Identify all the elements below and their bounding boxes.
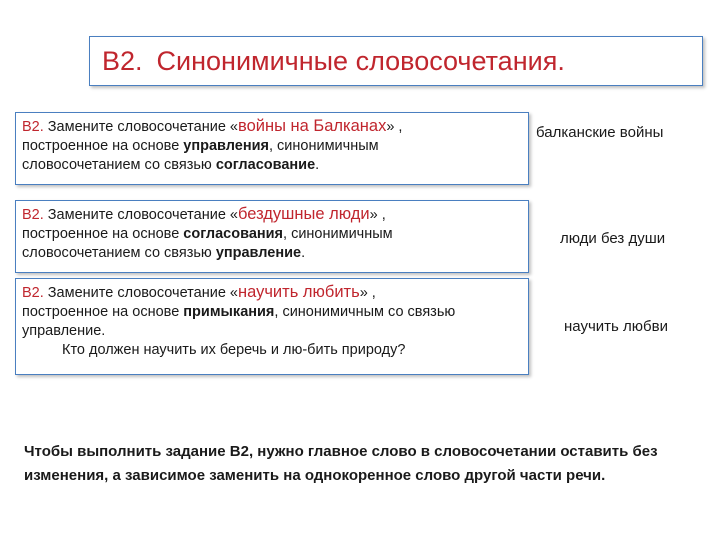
task-3-example: Кто должен научить их беречь и лю-бить природу? — [62, 342, 406, 358]
answer-1: балканские войны — [536, 124, 664, 141]
task-2-line2-b: , синонимичным — [283, 226, 393, 242]
task-3-line-3 — [22, 322, 522, 341]
task-1-line-2 — [22, 137, 522, 156]
task-3-phrase: научить любить — [237, 283, 360, 301]
task-1-line3-b: . — [315, 157, 320, 173]
task-1-line1-after: » , — [386, 119, 403, 135]
title-number: B2. — [102, 45, 143, 76]
task-3-line2-bold: примыкания — [183, 304, 275, 320]
instruction-note: Чтобы выполнить задание В2, нужно главное слово в словосочетании оставить без изменения, а зависимое заменить на однокоренное слово другой части речи. — [24, 443, 658, 484]
task-3-line2-b: , синонимичным со связью — [274, 304, 456, 320]
task-2-line3-bold: управление — [215, 245, 302, 261]
title-box — [89, 36, 703, 86]
task-2 — [15, 200, 529, 273]
task-2-label: B2. — [22, 207, 44, 223]
task-2-line-3 — [22, 244, 522, 263]
task-1-line3-bold: согласование — [215, 157, 316, 173]
task-3-label: B2. — [22, 285, 44, 301]
task-3-line2-a: построенное на основе — [22, 304, 184, 320]
task-1-phrase: войны на Балканах — [237, 117, 387, 135]
task-3-line-2 — [22, 303, 522, 322]
task-2-line1-after: » , — [369, 207, 386, 223]
task-2-line-1 — [22, 205, 522, 225]
task-1-line2-a: построенное на основе — [22, 138, 184, 154]
task-3-line-1 — [22, 283, 522, 303]
task-1-line-1 — [22, 117, 522, 137]
task-1-line3-a: словосочетанием со связью — [22, 157, 216, 173]
task-1-line2-bold: управления — [183, 138, 269, 154]
page-title — [102, 46, 565, 77]
task-2-prefix: Замените словосочетание « — [43, 207, 238, 223]
title-text: Синонимичные словосочетания. — [156, 45, 565, 76]
task-3-prefix: Замените словосочетание « — [43, 285, 238, 301]
answer-2: люди без души — [560, 230, 666, 247]
task-1-line-3 — [22, 156, 522, 175]
task-2-line2-bold: согласования — [183, 226, 284, 242]
task-2-line3-b: . — [301, 245, 306, 261]
answer-3: научить любви — [564, 318, 668, 335]
task-3-line3-a: управление. — [22, 323, 106, 339]
task-2-line3-a: словосочетанием со связью — [22, 245, 216, 261]
task-1-prefix: Замените словосочетание « — [43, 119, 238, 135]
task-2-phrase: бездушные люди — [237, 205, 370, 223]
task-1 — [15, 112, 529, 185]
task-2-line2-a: построенное на основе — [22, 226, 184, 242]
task-1-line2-b: , синонимичным — [268, 138, 379, 154]
task-1-label: B2. — [22, 119, 44, 135]
task-2-line-2 — [22, 225, 522, 244]
task-3-line1-after: » , — [359, 285, 376, 301]
task-3 — [15, 278, 529, 375]
